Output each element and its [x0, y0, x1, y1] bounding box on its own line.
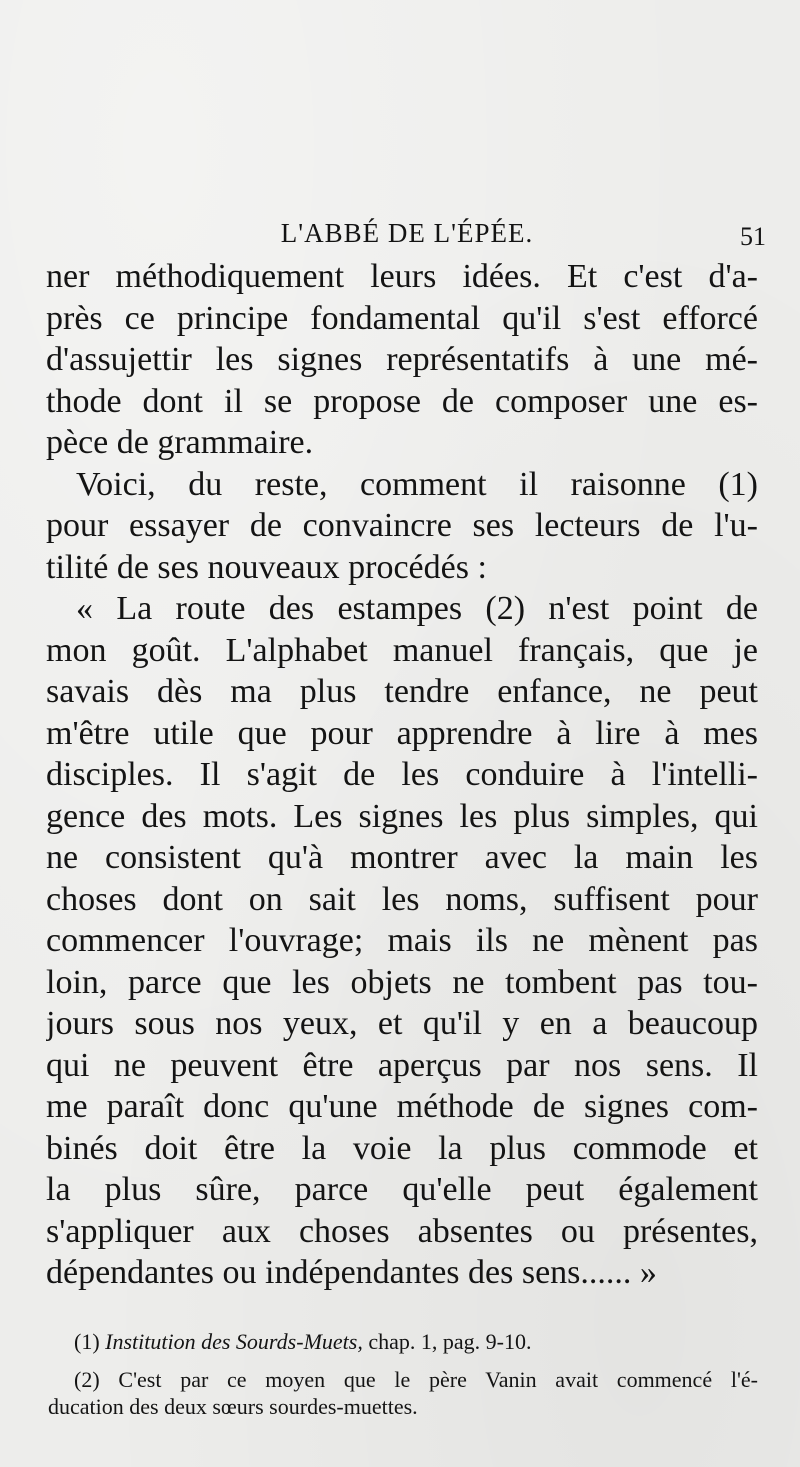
footnote-2-line-1: (2) C'est par ce moyen que le père Vanin avait commencé l'é-: [74, 1367, 758, 1392]
text-line: binés doit être la voie la plus commode et: [46, 1129, 758, 1167]
text-line: jours sous nos yeux, et qu'il y en a beaucoup: [46, 1005, 758, 1042]
text-line: qui ne peuvent être aperçus par nos sens. Il: [46, 1046, 758, 1084]
text-line: près ce principe fondamental qu'il s'est efforcé: [46, 299, 758, 337]
text-line: pour essayer de convaincre ses lecteurs de l'u-: [46, 507, 758, 544]
text-line: disciples. Il s'agit de les conduire à l'intelli-: [46, 756, 758, 793]
page-number: 51: [740, 222, 766, 251]
text-line: thode dont il se propose de composer une es-: [46, 382, 758, 420]
text-line: me paraît donc qu'une méthode de signes com-: [46, 1088, 758, 1125]
text-line: « La route des estampes (2) n'est point de: [76, 590, 758, 627]
text-line: s'appliquer aux choses absentes ou présentes,: [46, 1212, 758, 1250]
text-line: commencer l'ouvrage; mais ils ne mènent pas: [46, 922, 758, 959]
text-line: d'assujettir les signes représentatifs à une mé-: [46, 341, 758, 378]
text-line: dépendantes ou indépendantes des sens...... »: [46, 1254, 657, 1291]
text-line: m'être utile que pour apprendre à lire à mes: [46, 714, 758, 752]
text-line: ner méthodiquement leurs idées. Et c'est d'a-: [46, 258, 758, 295]
running-head: [48, 214, 766, 254]
text-line: pèce de grammaire.: [46, 424, 314, 461]
running-title: L'ABBÉ DE L'ÉPÉE.: [280, 218, 534, 248]
text-line: tilité de ses nouveaux procédés :: [46, 548, 487, 586]
footnote-1: [48, 1328, 758, 1355]
text-line: savais dès ma plus tendre enfance, ne peut: [46, 673, 758, 710]
footnote-1-title: Institution des Sourds-Muets,: [105, 1329, 363, 1354]
body-text: [46, 256, 758, 1294]
footnote-1-marker: (1): [74, 1329, 100, 1354]
text-line: mon goût. L'alphabet manuel français, que je: [46, 631, 758, 669]
text-line: ne consistent qu'à montrer avec la main les: [46, 839, 758, 876]
text-line: la plus sûre, parce qu'elle peut également: [46, 1171, 758, 1208]
footnotes: [48, 1328, 758, 1420]
footnote-2-line-2: ducation des deux sœurs sourdes-muettes.: [48, 1394, 418, 1419]
footnote-1-ref: chap. 1, pag. 9-10.: [368, 1329, 532, 1354]
text-line: choses dont on sait les noms, suffisent pour: [46, 880, 758, 918]
text-line: Voici, du reste, comment il raisonne (1): [76, 465, 758, 503]
text-line: loin, parce que les objets ne tombent pas tou-: [46, 963, 758, 1001]
text-line: gence des mots. Les signes les plus simples, qui: [46, 797, 758, 835]
